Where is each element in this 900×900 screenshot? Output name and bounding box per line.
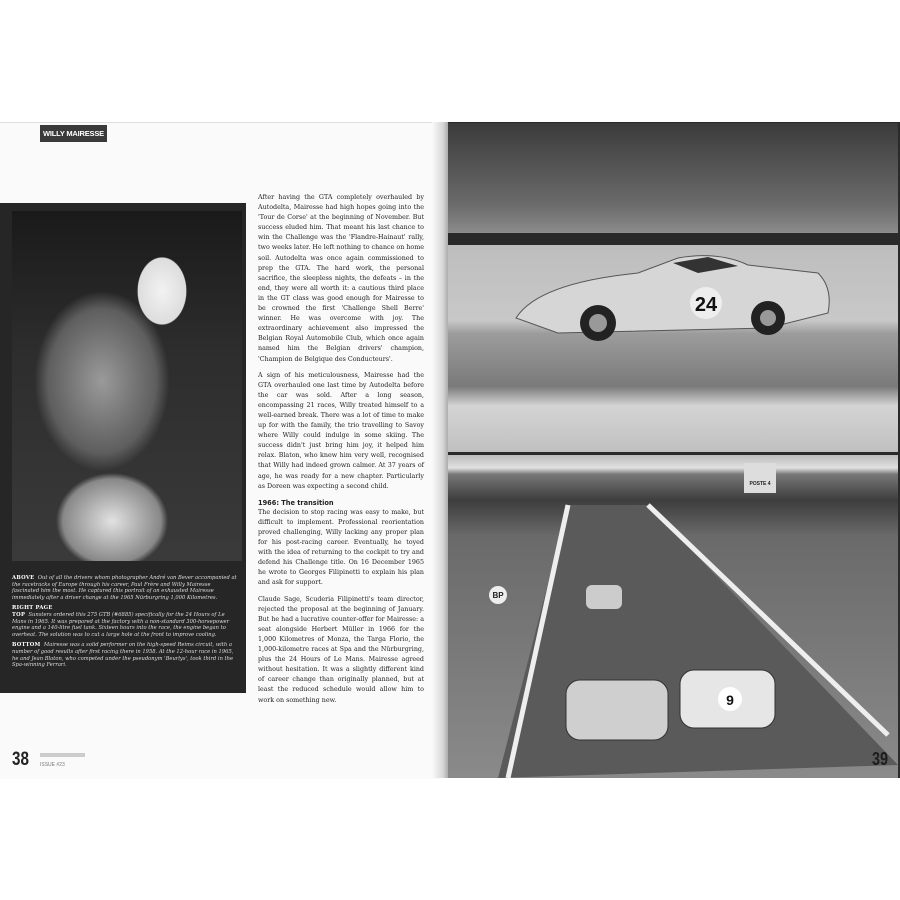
issue-label: ISSUE #23 (40, 762, 65, 768)
left-page (0, 122, 440, 779)
article-body (258, 193, 424, 712)
photo-captions (12, 575, 237, 673)
caption-label-bottom: BOTTOM (12, 642, 41, 649)
caption-label-right-page: RIGHT PAGE (12, 605, 53, 612)
subheading: 1966: The transition (258, 498, 334, 507)
car-number-bottom: 9 (726, 692, 734, 708)
caption-above: Out of all the drivers whom photographer André van Bever accompanied at the racetracks of Europe through his career, Paul Frère and Willy Mairesse fascinated him the most. He captured this portrait of an exhausted Mairesse immediately after a driver change at the 1965 Nürburgring 1,000 Kilometres. (12, 575, 237, 601)
caption-label-above: ABOVE (12, 575, 35, 581)
photo-bottom-race-track (448, 455, 898, 778)
paragraph: The decision to stop racing was easy to make, but difficult to implement. Professional reorientation proved challenging, Willy lacking any proper plan for his post-racing career. Eventually, he toyed with the idea of returning to the cockpit to try and defend his Challenge title. On 16 December 1965 he wrote to Georges Filipinetti to explain his plan and ask for support. (258, 508, 424, 587)
paragraph: Claude Sage, Scuderia Filipinetti's team director, rejected the proposal at the beginning of January. But he had a lucrative counter-offer for Mairesse: a seat alongside Herbert Müller in 1966 for the 1,000 Kilometres of Monza, the Targa Florio, the 1,000-kilometre races at Spa and the Nürburgring, plus the 24 Hours of Le Mans. Mairesse agreed without hesitation. It was a slightly different kind of career change than originally planned, but at least the reduced schedule would allow him to work on something new. (258, 595, 424, 704)
section-tag: WILLY MAIRESSE (40, 125, 107, 142)
caption-bottom: Mairesse was a solid performer on the high-speed Reims circuit, with a number of good results after first racing there in 1958. At the 12-hour race in 1965, he and Jean Blaton, who competed under the pseudonym 'Beurlys', took third in the Spa-winning Ferrari. (12, 642, 234, 669)
page-number-right: 39 (871, 749, 888, 769)
magazine-name-bar (40, 753, 85, 757)
paragraph: After having the GTA completely overhauled by Autodelta, Mairesse had high hopes going into the 'Tour de Corse' at the beginning of November. But success eluded him. That meant his last chance to win the Challenge was the 'Flandre-Hainaut' rally, two weeks later. He left nothing to chance on home soil. Autodelta was once again commissioned to prep the GTA. The hard work, the personal sacrifice, the sleepless nights, the defeats – in the end, they were all worth it: a cautious third place in the GT class was good enough for Mairesse to be crowned the first 'Challenge Shell Berre' winner. He was overcome with joy. The extraordinary achievement also impressed the Belgian Royal Automobile Club, which once again named him the Belgian drivers' champion, 'Champion de Belgique des Conducteurs'. (258, 194, 424, 363)
page-number-left: 38 (12, 749, 29, 770)
car-number-top: 24 (694, 294, 718, 316)
caption-label-top: TOP (12, 611, 26, 618)
portrait-photo-panel (0, 203, 246, 693)
paragraph: A sign of his meticulousness, Mairesse had the GTA overhauled one last time by Autodelta before the car was sold. After a long season, encompassing 21 races, Willy treated himself to a well-earned break. There was a lot of time to make up for with the family, the trio travelling to Savoy where Willy could indulge in some skiing. The success didn't just bring him joy, it helped him relax. Blaton, who knew him very well, recognised that Willy had indeed grown calmer. At 37 years of age, he was ready for a new chapter. Particularly as Doreen was expecting a second child. (258, 371, 424, 490)
portrait-photo (12, 211, 242, 561)
caption-top: Sunsters ordered this 275 GTB (#6885) specifically for the 24 Hours of Le Mans in 1965. It was prepared at the factory with a non-standard 300-horsepower engine and a 140-litre fuel tank. Sixteen hours into the race, the engine began to overheat. The solution was to cut a large hole at the front to improve cooling. (12, 611, 230, 638)
photo-top-race-car (448, 123, 898, 452)
right-page (448, 122, 900, 778)
sign-poste: POSTE 4 (749, 481, 771, 487)
sign-bp: BP (492, 591, 504, 600)
